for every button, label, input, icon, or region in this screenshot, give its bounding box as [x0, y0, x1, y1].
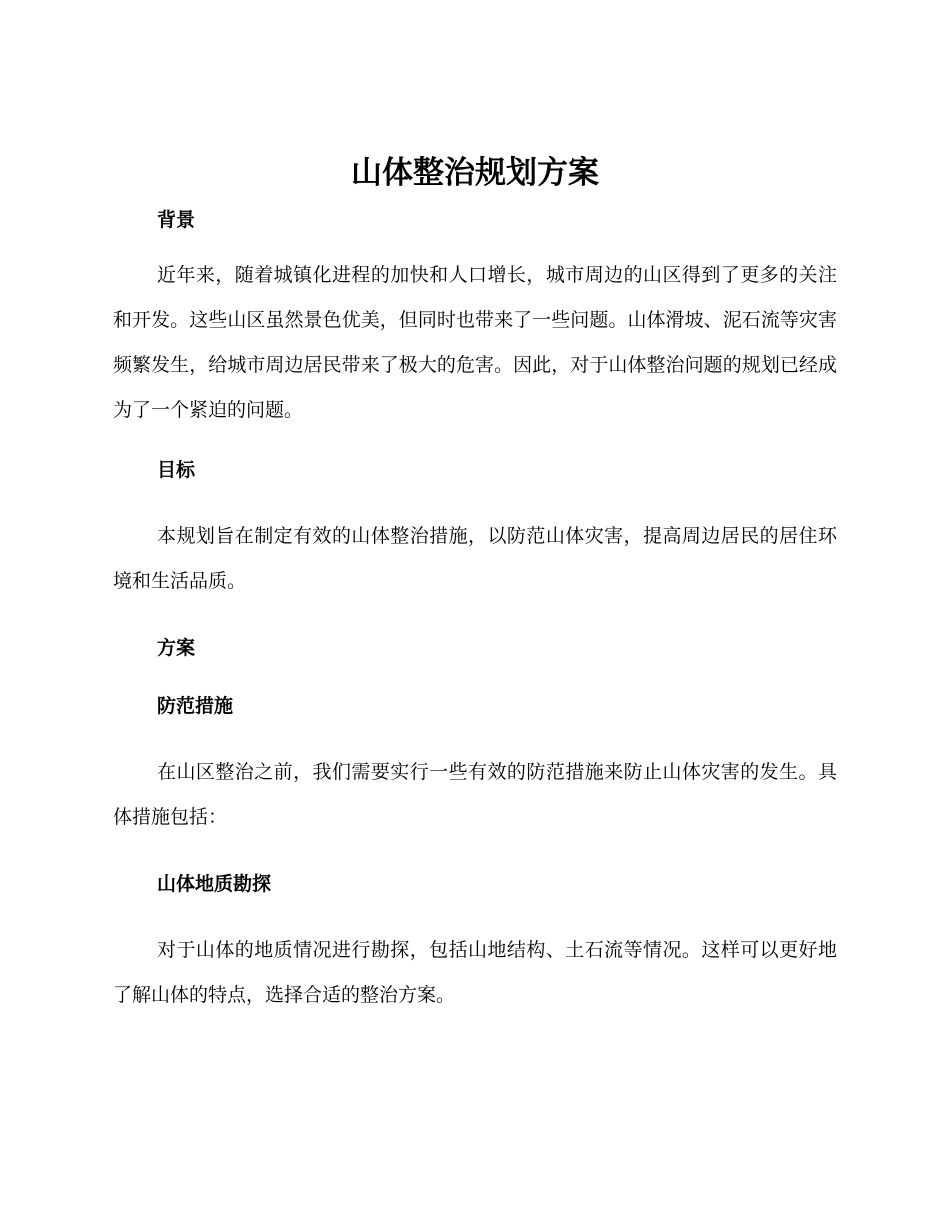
section-heading-prevention: 防范措施	[157, 695, 234, 717]
section-body-prevention: 在山区整治之前，我们需要实行一些有效的防范措施来防止山体灾害的发生。具体措施包括：	[113, 761, 837, 828]
section-heading-plan: 方案	[157, 637, 196, 659]
section-body-geological-survey: 对于山体的地质情况进行勘探，包括山地结构、土石流等情况。这样可以更好地了解山体的特点，选择合适的整治方案。	[113, 939, 837, 1006]
section-heading-geological-survey: 山体地质勘探	[157, 873, 272, 895]
section-body-background: 近年来，随着城镇化进程的加快和人口增长，城市周边的山区得到了更多的关注和开发。这些山区虽然景色优美，但同时也带来了一些问题。山体滑坡、泥石流等灾害频繁发生，给城市周边居民带来了极大的危害。因此，对于山体整治问题的规划已经成为了一个紧迫的问题。	[113, 264, 837, 421]
document-title: 山体整治规划方案	[351, 155, 599, 191]
section-heading-goal: 目标	[157, 459, 196, 481]
section-body-goal: 本规划旨在制定有效的山体整治措施，以防范山体灾害，提高周边居民的居住环境和生活品质。	[113, 525, 837, 592]
section-heading-background: 背景	[157, 209, 196, 231]
